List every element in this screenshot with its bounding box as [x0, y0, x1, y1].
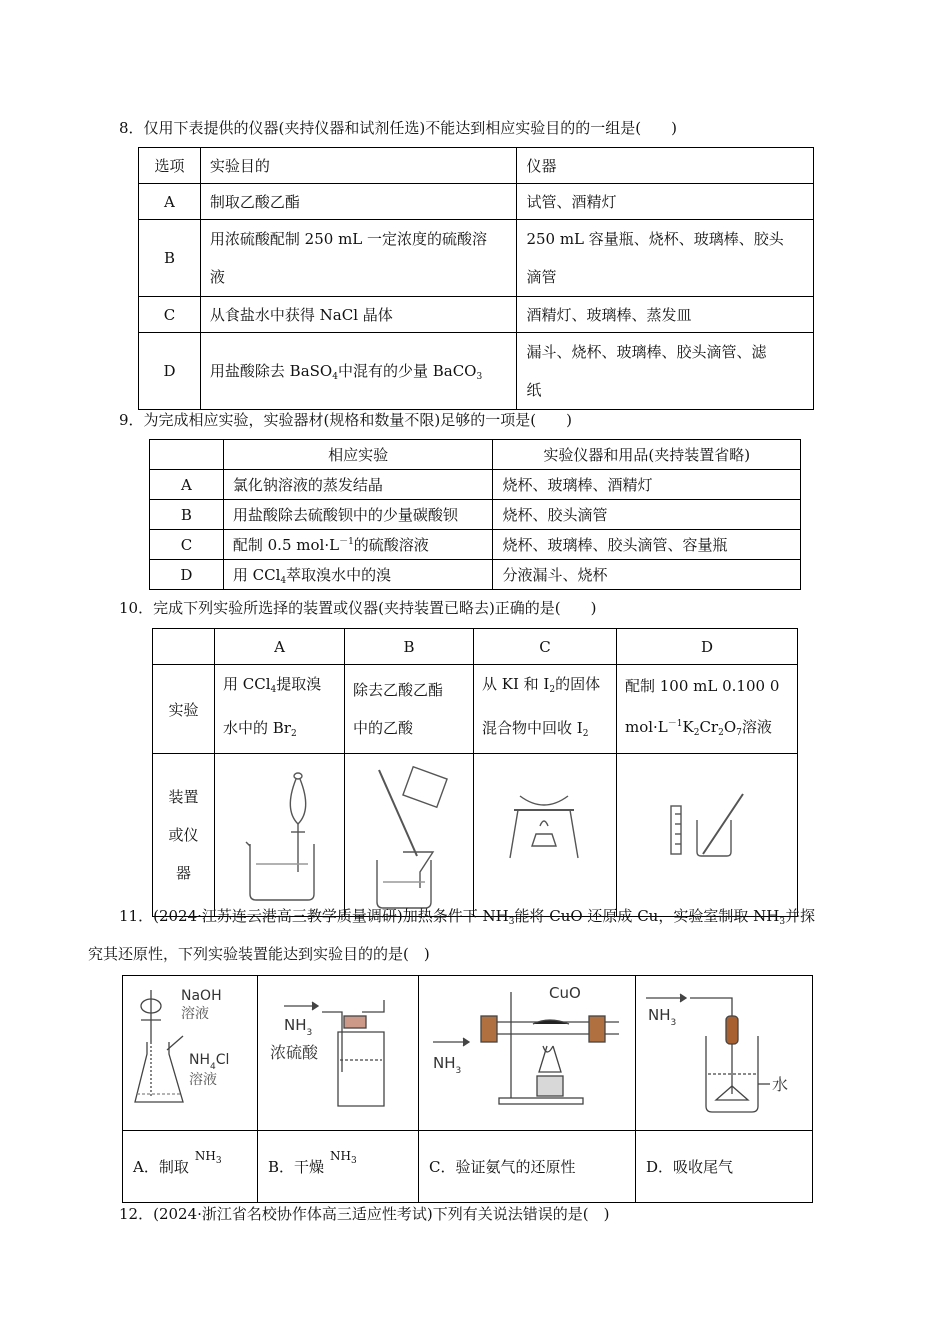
q11-option-b: B．干燥$^{NH_3}$ — [258, 1131, 419, 1203]
q9-row-c-option: C — [150, 530, 224, 560]
separatory-funnel-figure — [216, 754, 344, 912]
q8-row-c-purpose: 从食盐水中获得 NaCl 晶体 — [200, 297, 517, 333]
q9-row-a-experiment: 氯化钠溶液的蒸发结晶 — [223, 470, 493, 500]
tail-gas-absorption-figure — [636, 976, 812, 1126]
q9-row-b-option: B — [150, 500, 224, 530]
evaporation-figure — [474, 754, 616, 912]
q8-row-c-instrument: 酒精灯、玻璃棒、蒸发皿 — [517, 297, 814, 333]
filtration-figure — [345, 754, 473, 912]
q8-row-b-purpose: 用浓硫酸配制 250 mL 一定浓度的硫酸溶 液 — [200, 220, 517, 297]
q8-header-option: 选项 — [139, 148, 201, 184]
cuo-reduction-figure — [419, 976, 635, 1126]
svg-text:NH3: $NH_3$ — [433, 1054, 462, 1076]
q8-stem: 8．仅用下表提供的仪器(夹持仪器和试剂任选)不能达到相应实验目的的一组是( ) — [119, 119, 677, 137]
q8-row-a-instrument: 试管、酒精灯 — [517, 184, 814, 220]
svg-text:NH4Cl: $NH_4Cl$ — [189, 1052, 230, 1072]
q11-stem-line1: 11．(2024·江苏连云港高三教学质量调研)加热条件下 $NH_3$能将 CuO 还原成 Cu，实验室制取 $NH_3$并探 — [119, 907, 816, 927]
q8-row-a-purpose: 制取乙酸乙酯 — [200, 184, 517, 220]
q8-table — [138, 147, 814, 410]
q11-stem-line2: 究其还原性，下列实验装置能达到实验目的的是( ) — [88, 945, 430, 963]
q11-figure-d — [636, 976, 813, 1131]
q8-row-b-option: B — [139, 220, 201, 297]
q9-row-d-option: D — [150, 560, 224, 590]
q10-cell-d-apparatus — [616, 754, 797, 917]
q10-cell-a-experiment: 用 CCl$_4$提取溴 水中的 $Br_2$ — [215, 665, 345, 754]
q10-header-b: B — [344, 629, 473, 665]
q8-row-b-instrument: 250 mL 容量瓶、烧杯、玻璃棒、胶头 滴管 — [517, 220, 814, 297]
q8-row-d-option: D — [139, 333, 201, 410]
svg-text:溶液: 溶液 — [181, 1006, 209, 1022]
q11-option-d: D．吸收尾气 — [636, 1131, 813, 1203]
q10-stem: 10．完成下列实验所选择的装置或仪器(夹持装置已略去)正确的是( ) — [119, 599, 597, 617]
svg-text:NaOH: NaOH — [181, 988, 222, 1004]
q11-option-c: C．验证氨气的还原性 — [419, 1131, 636, 1203]
q9-header-experiment: 相应实验 — [223, 440, 493, 470]
q10-cell-b-experiment: 除去乙酸乙酯 中的乙酸 — [344, 665, 473, 754]
q10-cell-a-apparatus — [215, 754, 345, 917]
q9-row-d-experiment: 用 CCl$_4$萃取溴水中的溴 — [223, 560, 493, 590]
q10-header-d: D — [616, 629, 797, 665]
q8-header-instrument: 仪器 — [517, 148, 814, 184]
q11-figure-c — [419, 976, 636, 1131]
q10-row-apparatus-label: 装置 或仪 器 — [153, 754, 215, 917]
q11-option-a: A．制取$^{NH_3}$ — [123, 1131, 258, 1203]
q8-row-d-purpose: 用盐酸除去 BaSO$_4$中混有的少量 BaCO$_3$ — [200, 333, 517, 410]
q9-table — [149, 439, 801, 590]
q10-cell-b-apparatus — [344, 754, 473, 917]
q9-row-a-instrument: 烧杯、玻璃棒、酒精灯 — [493, 470, 801, 500]
q9-header-instrument: 实验仪器和用品(夹持装置省略) — [493, 440, 801, 470]
q11-figure-b — [258, 976, 419, 1131]
volumetric-figure — [617, 754, 797, 912]
q10-cell-c-apparatus — [473, 754, 616, 917]
q9-stem: 9．为完成相应实验，实验器材(规格和数量不限)足够的一项是( ) — [119, 411, 572, 429]
q10-header-blank — [153, 629, 215, 665]
drying-bottle-figure — [258, 976, 418, 1126]
q11-figure-a — [123, 976, 258, 1131]
q12-stem: 12．(2024·浙江省名校协作体高三适应性考试)下列有关说法错误的是( ) — [119, 1205, 610, 1223]
q8-row-c-option: C — [139, 297, 201, 333]
q8-row-d-instrument: 漏斗、烧杯、玻璃棒、胶头滴管、滤 纸 — [517, 333, 814, 410]
q9-row-b-instrument: 烧杯、胶头滴管 — [493, 500, 801, 530]
q10-cell-c-experiment: 从 KI 和 $I_2$的固体 混合物中回收 $I_2$ — [473, 665, 616, 754]
svg-text:CuO: CuO — [549, 984, 581, 1002]
q8-row-a-option: A — [139, 184, 201, 220]
q10-table — [152, 628, 798, 917]
q9-row-c-experiment: 配制 0.5 $mol\cdot L^{-1}$的硫酸溶液 — [223, 530, 493, 560]
q9-row-d-instrument: 分液漏斗、烧杯 — [493, 560, 801, 590]
q10-cell-d-experiment: 配制 100 mL 0.100 0 $mol\cdot L^{-1}K_2Cr_2O_7$溶液 — [616, 665, 797, 754]
q9-row-c-instrument: 烧杯、玻璃棒、胶头滴管、容量瓶 — [493, 530, 801, 560]
svg-text:水: 水 — [772, 1075, 789, 1094]
svg-text:浓硫酸: 浓硫酸 — [270, 1043, 319, 1062]
q10-header-c: C — [473, 629, 616, 665]
q9-row-a-option: A — [150, 470, 224, 500]
q9-header-option — [150, 440, 224, 470]
svg-text:NH3: $NH_3$ — [284, 1016, 313, 1038]
q10-row-experiment-label: 实验 — [153, 665, 215, 754]
q11-table — [122, 975, 813, 1203]
q9-row-b-experiment: 用盐酸除去硫酸钡中的少量碳酸钡 — [223, 500, 493, 530]
nh3-generation-figure — [123, 976, 257, 1126]
svg-text:NH3: $NH_3$ — [648, 1006, 677, 1028]
q8-header-purpose: 实验目的 — [200, 148, 517, 184]
q10-header-a: A — [215, 629, 345, 665]
svg-text:溶液: 溶液 — [189, 1072, 217, 1088]
